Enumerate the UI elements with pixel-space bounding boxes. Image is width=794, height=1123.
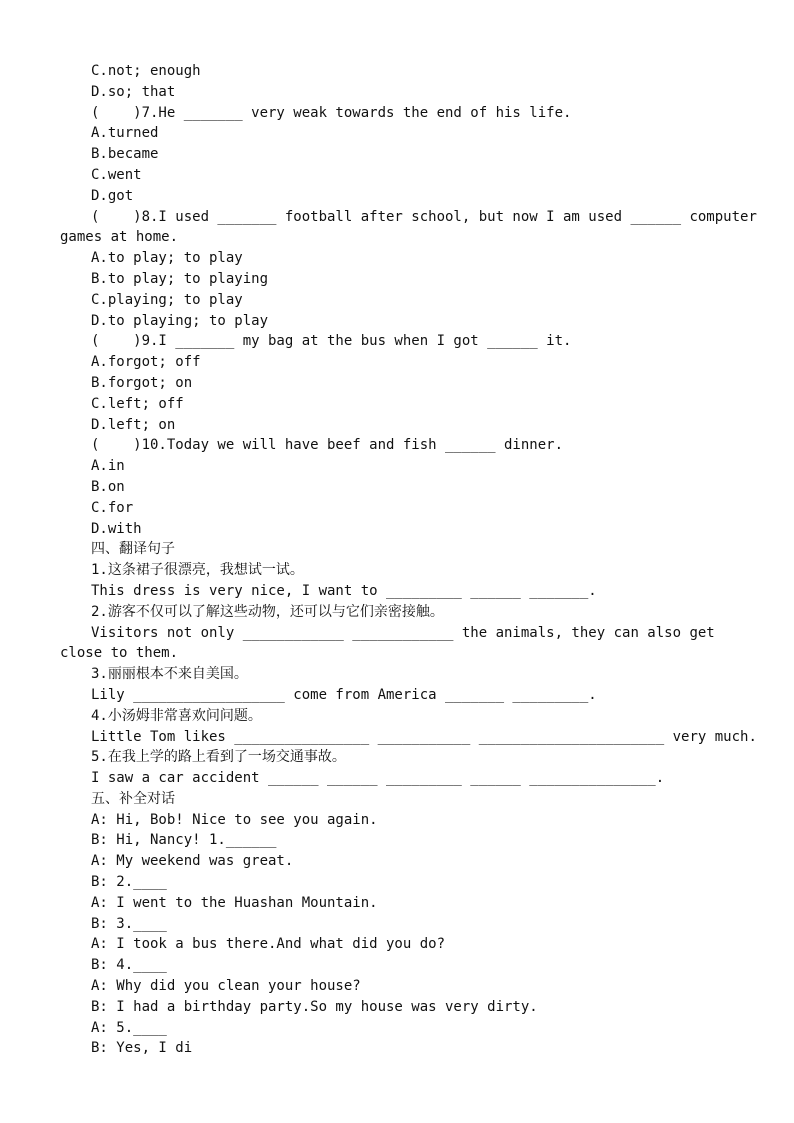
option-line: D.so; that	[91, 83, 176, 100]
translation-prompt: 4.小汤姆非常喜欢问问题。	[91, 707, 262, 724]
translation-prompt: 5.在我上学的路上看到了一场交通事故。	[91, 749, 346, 766]
option-line: D.to playing; to play	[91, 312, 269, 329]
section-heading: 五、补全对话	[91, 790, 175, 807]
document-page	[0, 61, 794, 1059]
dialogue-line: B: Hi, Nancy! 1.______	[91, 832, 277, 849]
option-line: B.became	[91, 146, 159, 163]
dialogue-line: B: I had a birthday party.So my house was very dirty.	[91, 998, 538, 1015]
dialogue-line: A: My weekend was great.	[91, 853, 294, 870]
dialogue-line: A: I took a bus there.And what did you do?	[91, 936, 446, 953]
translation-blank-line: This dress is very nice, I want to _________ ______ _______.	[91, 582, 597, 599]
option-line: A.turned	[91, 125, 159, 142]
option-line: D.got	[91, 187, 134, 204]
option-line: C.not; enough	[91, 63, 201, 79]
option-line: B.on	[91, 478, 125, 495]
translation-prompt: 3.丽丽根本不来自美国。	[91, 666, 248, 683]
section-heading: 四、翻译句子	[91, 541, 175, 558]
question-line: ( )10.Today we will have beef and fish ______ dinner.	[91, 437, 564, 454]
option-line: A.to play; to play	[91, 250, 243, 267]
option-line: D.with	[91, 520, 142, 537]
dialogue-line: B: 2.____	[91, 874, 167, 891]
question-line: ( )7.He _______ very weak towards the end of his life.	[91, 104, 572, 121]
question-continuation: games at home.	[60, 229, 179, 246]
option-line: C.went	[91, 166, 142, 183]
translation-continuation: close to them.	[60, 645, 179, 662]
translation-prompt: 1.这条裙子很漂亮，我想试一试。	[91, 562, 304, 579]
question-line: ( )9.I _______ my bag at the bus when I got ______ it.	[91, 333, 572, 350]
option-line: A.in	[91, 458, 125, 475]
translation-prompt: 2.游客不仅可以了解这些动物，还可以与它们亲密接触。	[91, 603, 444, 620]
option-line: A.forgot; off	[91, 354, 201, 371]
dialogue-line: A: I went to the Huashan Mountain.	[91, 894, 378, 911]
dialogue-line: B: 3.____	[91, 915, 167, 932]
translation-blank-line: Visitors not only ____________ ____________ the animals, they can also get	[91, 624, 715, 641]
option-line: D.left; on	[91, 416, 176, 433]
dialogue-line: A: Why did you clean your house?	[91, 978, 361, 995]
dialogue-line: B: Yes, I di	[91, 1040, 193, 1057]
option-line: C.for	[91, 499, 134, 516]
translation-blank-line: Lily __________________ come from America _______ _________.	[91, 686, 597, 703]
dialogue-line: B: 4.____	[91, 957, 167, 974]
dialogue-line: A: Hi, Bob! Nice to see you again.	[91, 811, 378, 828]
option-line: C.left; off	[91, 395, 184, 412]
translation-blank-line: Little Tom likes ________________ ___________ ______________________ very much.	[91, 728, 757, 745]
option-line: B.to play; to playing	[91, 270, 269, 287]
option-line: C.playing; to play	[91, 291, 243, 308]
dialogue-line: A: 5.____	[91, 1019, 167, 1036]
question-line: ( )8.I used _______ football after school, but now I am used ______ computer	[91, 208, 757, 225]
option-line: B.forgot; on	[91, 374, 193, 391]
translation-blank-line: I saw a car accident ______ ______ _________ ______ _______________.	[91, 770, 665, 787]
